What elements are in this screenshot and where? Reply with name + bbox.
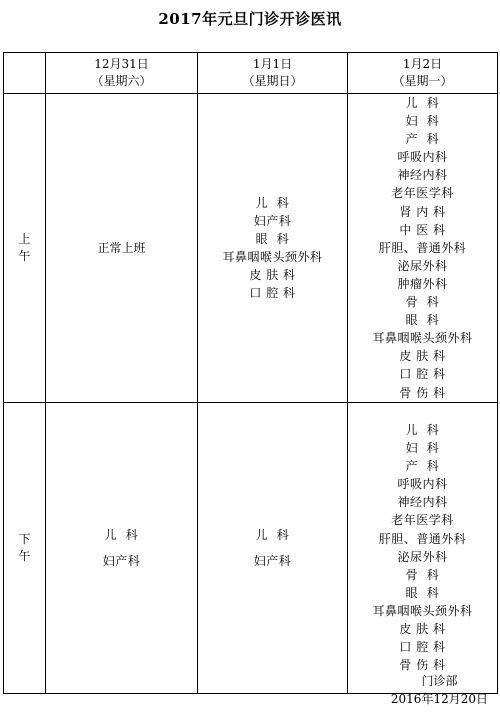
row-label-afternoon xyxy=(4,402,46,693)
list-item: 中 医 科 xyxy=(399,222,446,237)
list-item: 泌尿外科 xyxy=(397,549,448,564)
list-item: 肾 内 科 xyxy=(399,204,446,219)
column-header-jan2 xyxy=(348,53,498,94)
header-weekday: （星期日） xyxy=(242,74,303,88)
list-item: 儿 科 xyxy=(405,422,440,437)
list-item: 产 科 xyxy=(405,459,440,474)
list-item: 呼吸内科 xyxy=(397,477,448,492)
list-item: 皮 肤 科 xyxy=(399,621,446,636)
list-item: 肿瘤外科 xyxy=(397,276,448,291)
department-list xyxy=(198,522,347,574)
list-item: 口 腔 科 xyxy=(249,285,296,300)
list-item: 妇产科 xyxy=(253,213,292,228)
footer-signature xyxy=(391,672,488,708)
footer-date: 2016年12月20日 xyxy=(390,692,488,706)
list-item: 皮 肤 科 xyxy=(249,267,296,282)
department-list xyxy=(46,522,197,574)
header-row xyxy=(4,53,498,94)
department-list xyxy=(198,194,347,303)
list-item: 妇 科 xyxy=(405,441,440,456)
list-item: 骨 科 xyxy=(405,295,440,310)
list-item: 眼 科 xyxy=(255,231,290,246)
row-label-text: 下午 xyxy=(18,531,31,563)
row-label-text: 上午 xyxy=(18,231,31,263)
department-list xyxy=(348,94,497,402)
column-header-dec31 xyxy=(46,53,198,94)
afternoon-dec31-cell xyxy=(46,402,198,693)
list-item: 神经内科 xyxy=(397,168,448,183)
header-date: 12月31日 xyxy=(94,57,149,71)
morning-dec31-cell xyxy=(46,94,198,403)
list-item: 口 腔 科 xyxy=(399,640,446,655)
afternoon-row xyxy=(4,402,498,693)
list-item: 产 科 xyxy=(405,132,440,147)
list-item: 肝胆、普通外科 xyxy=(378,240,467,255)
header-weekday: （星期六） xyxy=(91,74,152,88)
column-header-jan1 xyxy=(198,53,348,94)
page-title: 2017年元旦门诊开诊医讯 xyxy=(158,10,342,28)
cell-text: 正常上班 xyxy=(97,241,146,256)
list-item: 皮 肤 科 xyxy=(399,349,446,364)
list-item: 呼吸内科 xyxy=(397,150,448,165)
department-list xyxy=(348,421,497,674)
morning-row xyxy=(4,94,498,403)
list-item: 儿 科 xyxy=(255,195,290,210)
list-item: 骨 伤 科 xyxy=(399,658,446,673)
list-item: 骨 科 xyxy=(405,567,440,582)
list-item: 肝胆、普通外科 xyxy=(378,531,467,546)
list-item: 妇产科 xyxy=(102,553,141,568)
list-item: 神经内科 xyxy=(397,495,448,510)
list-item: 老年医学科 xyxy=(391,186,454,201)
list-item: 口 腔 科 xyxy=(399,367,446,382)
list-item: 眼 科 xyxy=(405,585,440,600)
afternoon-jan1-cell xyxy=(198,402,348,693)
corner-cell xyxy=(4,53,46,94)
header-weekday: （星期一） xyxy=(392,74,453,88)
morning-jan2-cell xyxy=(348,94,498,403)
list-item: 儿 科 xyxy=(104,527,139,542)
list-item: 老年医学科 xyxy=(391,513,454,528)
list-item: 骨 伤 科 xyxy=(399,385,446,400)
list-item: 妇产科 xyxy=(253,553,292,568)
header-date: 1月1日 xyxy=(252,57,293,71)
list-item: 儿 科 xyxy=(255,527,290,542)
header-date: 1月2日 xyxy=(402,57,443,71)
list-item: 儿 科 xyxy=(405,96,440,110)
list-item: 耳鼻咽喉头颈外科 xyxy=(372,603,473,618)
list-item: 耳鼻咽喉头颈外科 xyxy=(222,249,323,264)
schedule-table xyxy=(3,52,498,694)
afternoon-jan2-cell xyxy=(348,402,498,693)
list-item: 妇 科 xyxy=(405,114,440,129)
morning-jan1-cell xyxy=(198,94,348,403)
footer-department: 门诊部 xyxy=(421,674,458,688)
list-item: 眼 科 xyxy=(405,313,440,328)
row-label-morning xyxy=(4,94,46,403)
list-item: 泌尿外科 xyxy=(397,258,448,273)
list-item: 耳鼻咽喉头颈外科 xyxy=(372,331,473,346)
